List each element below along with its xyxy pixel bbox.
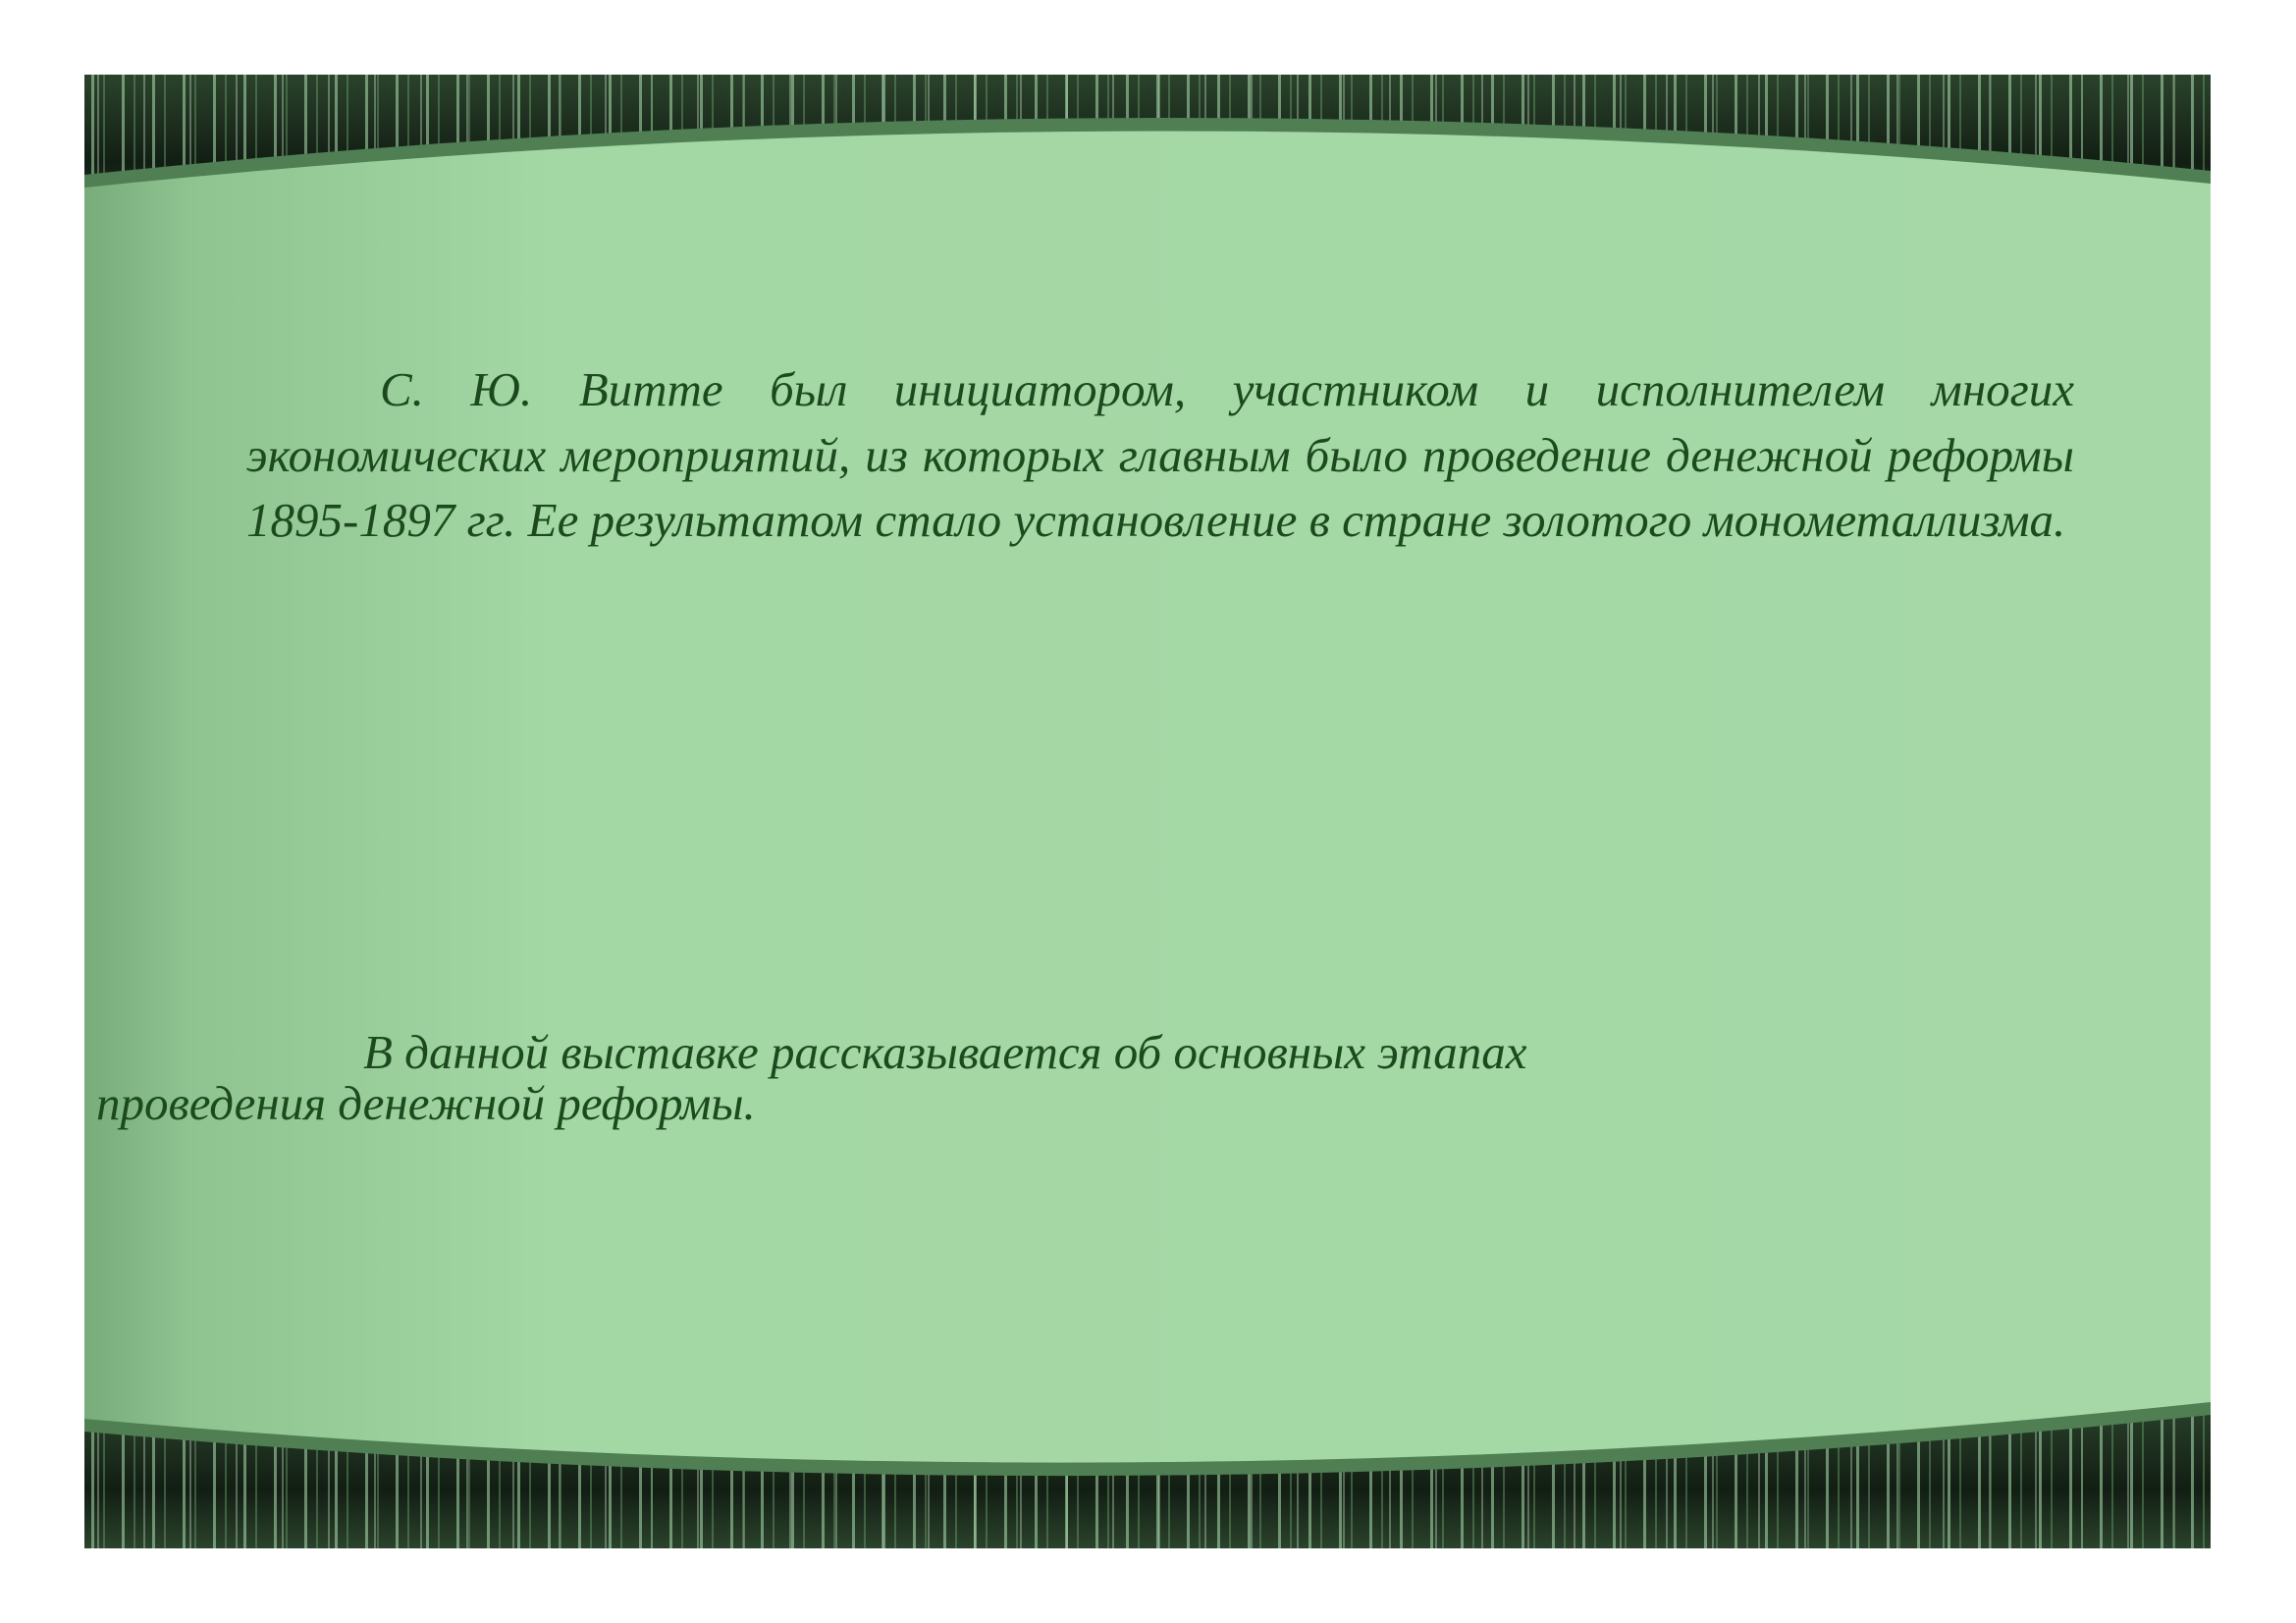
panel-fill	[84, 131, 2211, 1462]
main-paragraph: С. Ю. Витте был инициатором, участником и исполнителем многих экономических мероприятий, из которых главным было проведение денежной реформы 1895-1897 гг. Ее результатом стало установление в стране золотого монометаллизма.	[246, 362, 2074, 547]
exhibition-description-line-2: проведения денежной реформы.	[96, 1076, 756, 1130]
slide	[84, 75, 2211, 1548]
green-panel	[84, 75, 2211, 1548]
exhibition-description-line-1: В данной выставке рассказывается об основных этапах	[363, 1025, 1527, 1079]
exhibition-description	[96, 1025, 1898, 1130]
